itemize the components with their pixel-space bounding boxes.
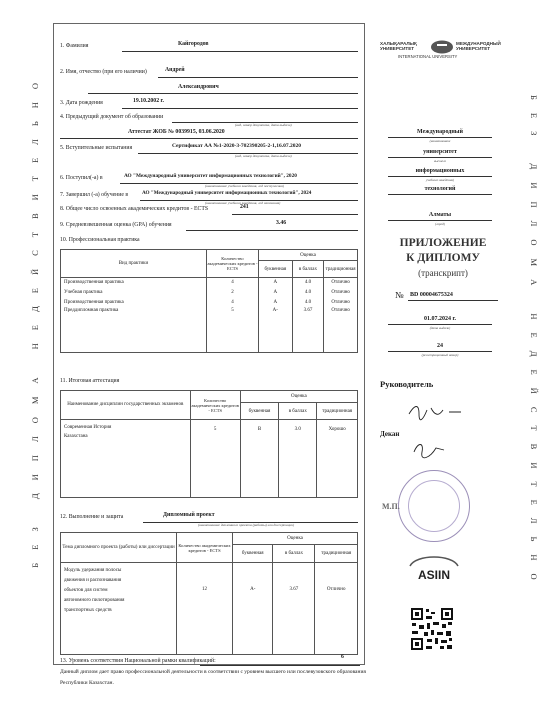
university-hint-2: высшего (433, 159, 446, 163)
field-7-value: АО "Международный университет информационных технологий", 2024 (142, 190, 312, 196)
attestation-header-letter: буквенная (240, 403, 278, 420)
qr-code (410, 607, 454, 651)
practice-header-kind: Вид практики (61, 250, 207, 278)
city-hint: (город) (434, 222, 446, 226)
practice-name: Преддипломная практика (61, 308, 207, 353)
table-row (61, 298, 358, 308)
field-3-underline (122, 108, 358, 109)
practice-header-trad: традиционная (324, 261, 358, 278)
number-label: № (395, 290, 404, 300)
field-13-label: 13. Уровень соответствия Национальной рамки квалификаций: (60, 658, 216, 664)
attestation-header-credits: Количество академических кредитов - ECTS (190, 391, 240, 420)
asiin-arc (410, 557, 458, 566)
field-6-value: АО "Международный университет информационных технологий", 2020 (124, 173, 297, 179)
attestation-discipline-line: Современная История (64, 425, 112, 430)
practice-letter: A (258, 298, 292, 308)
field-2-value: Андрей (165, 67, 185, 73)
practice-trad: Отлично (324, 308, 358, 353)
reg-number: 24 (437, 343, 443, 349)
table-row (61, 278, 358, 288)
thesis-points: 3.67 (273, 563, 315, 655)
field-6-hint: (наименование учебного заведения, год поступления) (205, 184, 285, 188)
field-13-value: 6 (341, 654, 344, 660)
practice-points: 4.0 (292, 298, 324, 308)
title-k-diplomu: К ДИПЛОМУ (406, 252, 480, 264)
practice-letter: A (258, 288, 292, 298)
practice-letter: A- (258, 308, 292, 353)
thesis-topic-line: транспортных средств (64, 608, 112, 613)
university-line-1 (388, 137, 492, 138)
title-prilozhenie: ПРИЛОЖЕНИЕ (399, 237, 487, 249)
thesis-header-credits: Количество академических кредитов - ECTS (177, 533, 233, 563)
mp-label: М.П. (382, 502, 400, 511)
field-8-underline (232, 214, 358, 215)
field-2-value-2: Александрович (178, 84, 219, 90)
thesis-header-points: в баллах (273, 545, 315, 563)
attestation-discipline (61, 420, 191, 498)
practice-trad: Отлично (324, 298, 358, 308)
logo-text-5: INTERNATIONAL UNIVERSITY (398, 54, 458, 59)
practice-table (60, 249, 358, 353)
left-side-text: БЕЗ ДИПЛОМА НЕДЕЙСТВИТЕЛЬНО (30, 70, 40, 568)
field-9-value: 3.46 (276, 220, 287, 226)
university-name-3: информационных (415, 168, 465, 174)
university-name-2: университет (423, 149, 457, 155)
thesis-table (60, 532, 358, 655)
attestation-header-points: в баллах (279, 403, 317, 420)
table-row (61, 420, 358, 498)
rector-label: Руководитель (380, 379, 434, 389)
thesis-trad: Отлично (315, 563, 358, 655)
practice-name: Производственная практика (61, 298, 207, 308)
university-hint-3: учебного заведения) (426, 178, 454, 182)
field-7-label: 7. Завершил (-а) обучение в (60, 192, 129, 198)
practice-credits: 4 (206, 298, 258, 308)
footer-line-1: Данный диплом дает право профессиональной деятельности в соответствии с уровнем высшего или послевузовского образования (60, 669, 366, 675)
university-line-4 (388, 194, 492, 195)
attestation-points: 3.0 (279, 420, 317, 498)
practice-credits: 4 (206, 278, 258, 288)
field-6-label: 6. Поступил(-а) в (60, 175, 103, 181)
field-12-value: Дипломный проект (163, 512, 215, 518)
field-2-underline (158, 77, 358, 78)
attestation-header-grade: Оценка (240, 391, 357, 403)
attestation-letter: B (240, 420, 278, 498)
dean-label: Декан (380, 430, 400, 438)
thesis-header-name: Тема дипломного проекта (работы) или диссертации (61, 533, 177, 563)
thesis-topic (61, 563, 177, 655)
asiin-seal (406, 552, 462, 582)
field-8-value: 241 (240, 204, 249, 210)
practice-header-letter: буквенная (258, 261, 292, 278)
logo-text-2: УНИВЕРСИТЕТ (380, 46, 415, 51)
field-1-value: Кайгородов (178, 41, 209, 47)
field-4-value: Аттестат ЖОБ № 0039915, 03.06.2020 (128, 129, 225, 135)
attestation-table (60, 390, 358, 498)
reg-number-hint: (регистрационный номер) (421, 353, 459, 357)
city: Алматы (428, 212, 452, 218)
field-9-label: 9. Средневзвешенная оценка (GPA) обучения (60, 222, 172, 228)
field-2-label: 2. Имя, отчество (при его наличии) (60, 69, 147, 75)
attestation-discipline-line: Казахстана (64, 434, 88, 439)
university-line-3 (388, 176, 492, 177)
reg-number-line (388, 351, 492, 352)
attestation-header-trad: традиционная (317, 403, 358, 420)
practice-points: 4.0 (292, 288, 324, 298)
thesis-topic-line: движения и распознавания (64, 578, 122, 583)
thesis-letter: A- (233, 563, 273, 655)
field-1-label: 1. Фамилия (60, 43, 89, 49)
field-4-underline-2 (60, 138, 358, 139)
logo-emblem (431, 41, 453, 54)
university-hint-1: (наименование (429, 139, 451, 143)
city-line (388, 220, 492, 221)
practice-credits: 5 (206, 308, 258, 353)
attestation-header-name: Наименование дисциплин государственных экзаменов (61, 391, 191, 420)
practice-points: 3.67 (292, 308, 324, 353)
dean-signature (410, 440, 450, 460)
field-4-hint: (вид, номер документа, дата выдачи) (235, 123, 292, 127)
thesis-credits: 12 (177, 563, 233, 655)
university-line-2 (388, 157, 492, 158)
number-value: BD 00004675324 (410, 292, 453, 298)
logo-emblem-bar (437, 44, 447, 46)
practice-letter: A (258, 278, 292, 288)
logo-text-3: МЕЖДУНАРОДНЫЙ (456, 41, 501, 46)
field-12-hint: (наименование дипломного проекта (работы) или диссертации) (198, 523, 295, 527)
practice-header-grade: Оценка (258, 250, 357, 261)
thesis-header-grade: Оценка (233, 533, 358, 545)
field-13-underline (200, 665, 360, 666)
right-side-text: БЕЗ ДИПЛОМА НЕДЕЙСТВИТЕЛЬНО (529, 95, 539, 593)
table-row (61, 308, 358, 353)
field-10-label: 10. Профессиональная практика (60, 237, 140, 243)
field-12-label: 12. Выполнение и защита (60, 514, 124, 520)
field-2-underline-2 (88, 93, 358, 94)
field-9-underline (186, 230, 358, 231)
practice-name: Производственная практика (61, 278, 207, 288)
field-8-label: 8. Общее число освоенных академических кредитов - ECTS (60, 206, 209, 212)
university-logo (380, 38, 510, 60)
title-transcript: (транскрипт) (418, 268, 468, 278)
practice-name: Учебная практика (61, 288, 207, 298)
table-row (61, 288, 358, 298)
thesis-topic-line: автономного пилотирования (64, 598, 125, 603)
thesis-header-trad: традиционная (315, 545, 358, 563)
issue-date-line (388, 324, 492, 325)
practice-points: 4.0 (292, 278, 324, 288)
asiin-text: ASIIN (417, 568, 451, 582)
logo-text-4: УНИВЕРСИТЕТ (456, 46, 491, 51)
footer-line-2: Республики Казахстан. (60, 680, 114, 686)
issue-date-hint: (дата выдачи) (429, 326, 451, 330)
issue-date: 01.07.2024 г. (423, 316, 457, 322)
thesis-topic-line: Модуль удержания полосы (64, 568, 122, 573)
field-4-label: 4. Предыдущий документ об образовании (60, 114, 164, 120)
practice-credits: 2 (206, 288, 258, 298)
field-3-label: 3. Дата рождения (60, 100, 103, 106)
practice-trad: Отлично (324, 288, 358, 298)
thesis-topic-line: объектов для систем (64, 588, 108, 593)
practice-trad: Отлично (324, 278, 358, 288)
logo-text-1: ХАЛЫҚАРАЛЫҚ (380, 41, 417, 46)
field-5-hint: (вид, номер документа, дата выдачи) (235, 154, 292, 158)
attestation-trad: Хорошо (317, 420, 358, 498)
official-stamp-inner (408, 480, 460, 532)
practice-header-credits: Количество академических кредитов - ECTS (206, 250, 258, 278)
thesis-header-letter: буквенная (233, 545, 273, 563)
attestation-credits: 5 (190, 420, 240, 498)
table-row (61, 563, 358, 655)
rector-signature (405, 400, 465, 422)
field-7-hint: (наименование учебного заведения, год окончания) (205, 201, 281, 205)
field-3-value: 19.10.2002 г. (133, 98, 164, 104)
field-5-value: Сертификат АА №1-2020-3-702390205-2-1,16.07.2020 (172, 143, 301, 149)
field-11-label: 11. Итоговая аттестация (60, 378, 120, 384)
university-name-4: технологий (424, 186, 456, 192)
field-5-label: 5. Вступительные испытания (60, 145, 133, 151)
field-1-underline (122, 51, 358, 52)
practice-header-points: в баллах (292, 261, 324, 278)
number-underline (408, 300, 498, 301)
university-name-1: Международный (417, 129, 463, 135)
